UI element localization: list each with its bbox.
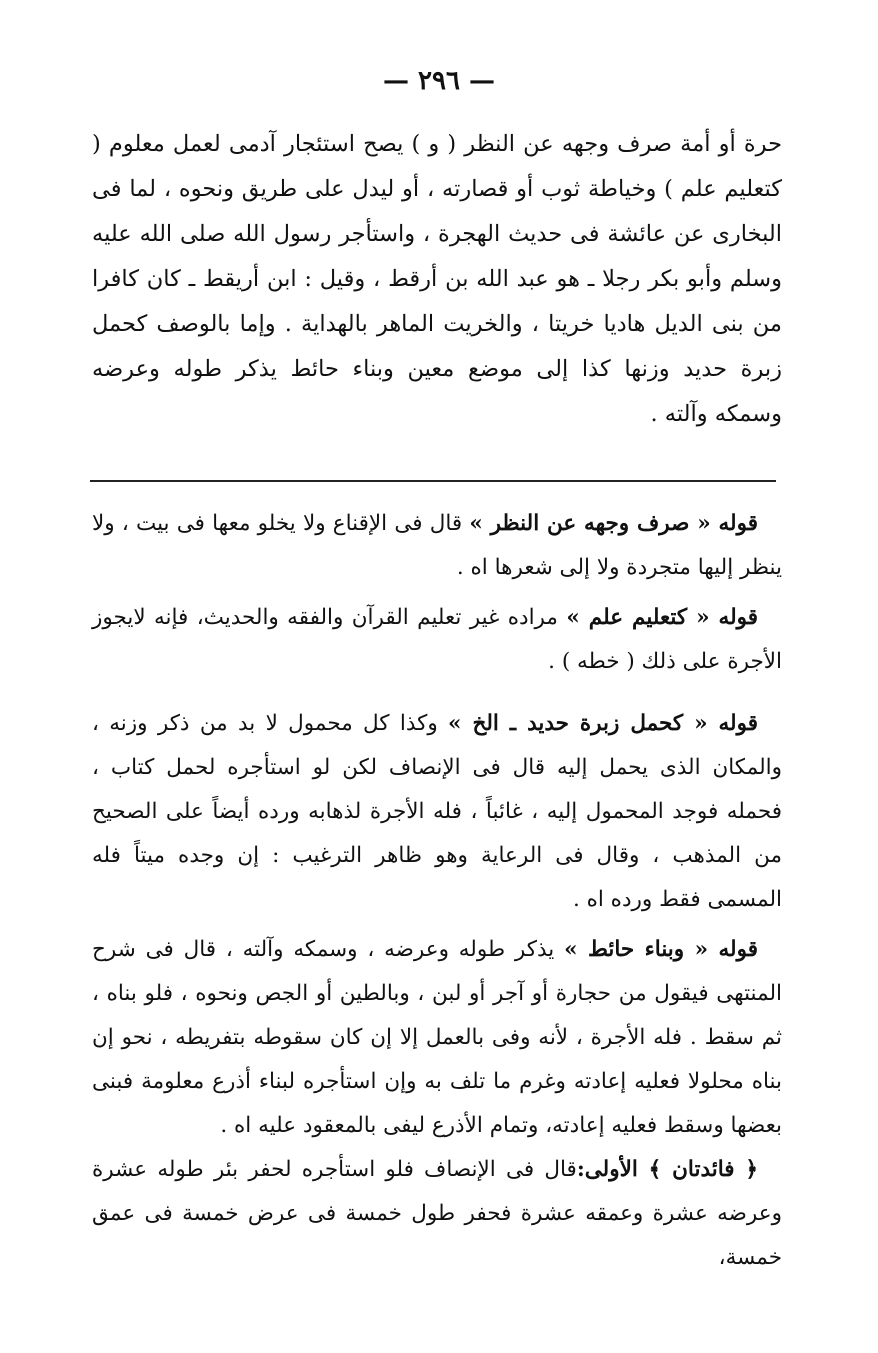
page-number: — ٢٩٦ — <box>382 66 496 96</box>
footnote <box>92 702 782 922</box>
footnote-text: قال فى الإنصاف فلو استأجره لحفر بئر طوله عشرة وعرضه عشرة وعمقه عشرة فحفر طول خمسة فى عرض خمسة فى عمق خمسة، <box>92 1157 782 1270</box>
footnote-lead: قوله « صرف وجهه عن النظر » <box>469 511 758 536</box>
footnote-text: قال فى الإقناع ولا يخلو معها فى بيت ، ولا ينظر إليها متجردة ولا إلى شعرها اه . <box>92 511 782 580</box>
main-text: حرة أو أمة صرف وجهه عن النظر ( و ) يصح استئجار آدمى لعمل معلوم ( كتعليم علم ) وخياطة ثوب أو قصارته ، أو ليدل على طريق ونحوه ، لما فى البخارى عن عائشة فى حديث الهجرة ، واستأجر رسول الله صلى الله عليه وسلم وأبو بكر رجلا ـ هو عبد الله بن أرقط ، وقيل : ابن أريقط ـ كان كافرا من بنى الديل هاديا خريتا ، والخريت الماهر بالهداية . وإما بالوصف كحمل زبرة حديد وزنها كذا إلى موضع معين وبناء حائط يذكر طوله وعرضه وسمكه وآلته . <box>92 131 782 427</box>
footnote-lead: قوله « كحمل زبرة حديد ـ الخ » <box>448 711 758 736</box>
footnote-divider <box>90 480 776 482</box>
footnote-lead: ﴿ فائدتان ﴾ الأولى: <box>576 1157 758 1182</box>
footnote <box>92 1148 782 1280</box>
footnote-lead: قوله « كتعليم علم » <box>566 605 759 630</box>
footnote-text: وكذا كل محمول لا بد من ذكر وزنه ، والمكان الذى يحمل إليه قال فى الإنصاف لكن لو استأجره لحمل كتاب ، فحمله فوجد المحمول إليه ، غائباً ، فله الأجرة لذهابه ورده أيضاً على الصحيح من المذهب ، وقال فى الرعاية وهو ظاهر الترغيب : إن وجده ميتاً فله المسمى فقط ورده اه . <box>92 711 782 912</box>
footnote-lead: قوله « وبناء حائط » <box>564 937 758 962</box>
footnotes <box>92 502 782 1280</box>
footnote <box>92 596 782 684</box>
footnote <box>92 502 782 590</box>
footnote-text: يذكر طوله وعرضه ، وسمكه وآلته ، قال فى شرح المنتهى فيقول من حجارة أو آجر أو لبن ، وبالطين أو الجص ونحوه ، فلو بناه ، ثم سقط . فله الأجرة ، لأنه وفى بالعمل إلا إن كان سقوطه بتفريطه ، نحو إن بناه محلولا فعليه إعادته وغرم ما تلف به وإن استأجره لبناء أذرع معلومة فبنى بعضها وسقط فعليه إعادته، وتمام الأذرع ليفى بالمعقود عليه اه . <box>92 937 782 1138</box>
footnote <box>92 928 782 1148</box>
footnote-text: مراده غير تعليم القرآن والفقه والحديث، فإنه لايجوز الأجرة على ذلك ( خطه ) . <box>92 605 782 674</box>
